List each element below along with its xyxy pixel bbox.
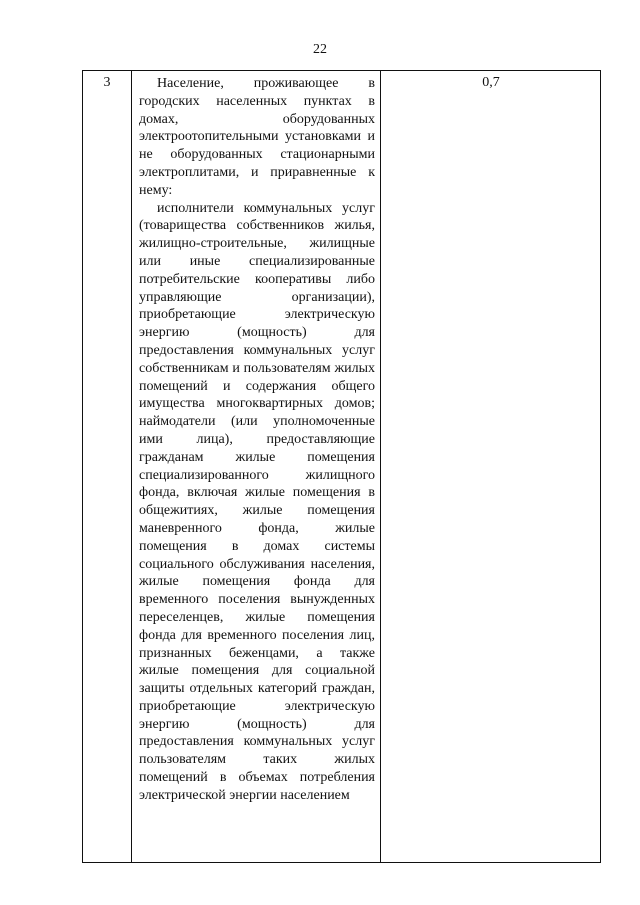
row-value-cell: 0,7 (482, 75, 500, 90)
column-divider (131, 71, 132, 862)
tariff-table (82, 70, 601, 863)
column-divider (380, 71, 381, 862)
row-description-cell (139, 75, 375, 805)
description-paragraph-2: исполнители коммунальных услуг (товарищества собственников жилья, жилищно-строительные, жилищные или иные специализированные потребительские кооперативы либо управляющие организации), приобретающие электрическую энергию (мощность) для предоставления коммунальных услуг собственникам и пользователям жилых помещений и содержания общего имущества многоквартирных домов; наймодатели (или уполномоченные ими лица), предоставляющие гражданам жилые помещения специализированного жилищного фонда, включая жилые помещения в общежитиях, жилые помещения маневренного фонда, жилые помещения в домах системы социального обслуживания населения, жилые помещения фонда для временного поселения вынужденных переселенцев, жилые помещения фонда для временного поселения лиц, признанных беженцами, а также жилые помещения для социальной защиты отдельных категорий граждан, приобретающие электрическую энергию (мощность) для предоставления коммунальных услуг пользователям таких жилых помещений в объемах потребления электрической энергии населением (139, 200, 375, 803)
row-number-cell: 3 (103, 75, 111, 90)
description-paragraph-1: Население, проживающее в городских населенных пунктах в домах, оборудованных электроотопительными установками и не оборудованных стационарными электроплитами, и приравненные к нему: (139, 76, 375, 198)
page-number: 22 (313, 42, 327, 57)
